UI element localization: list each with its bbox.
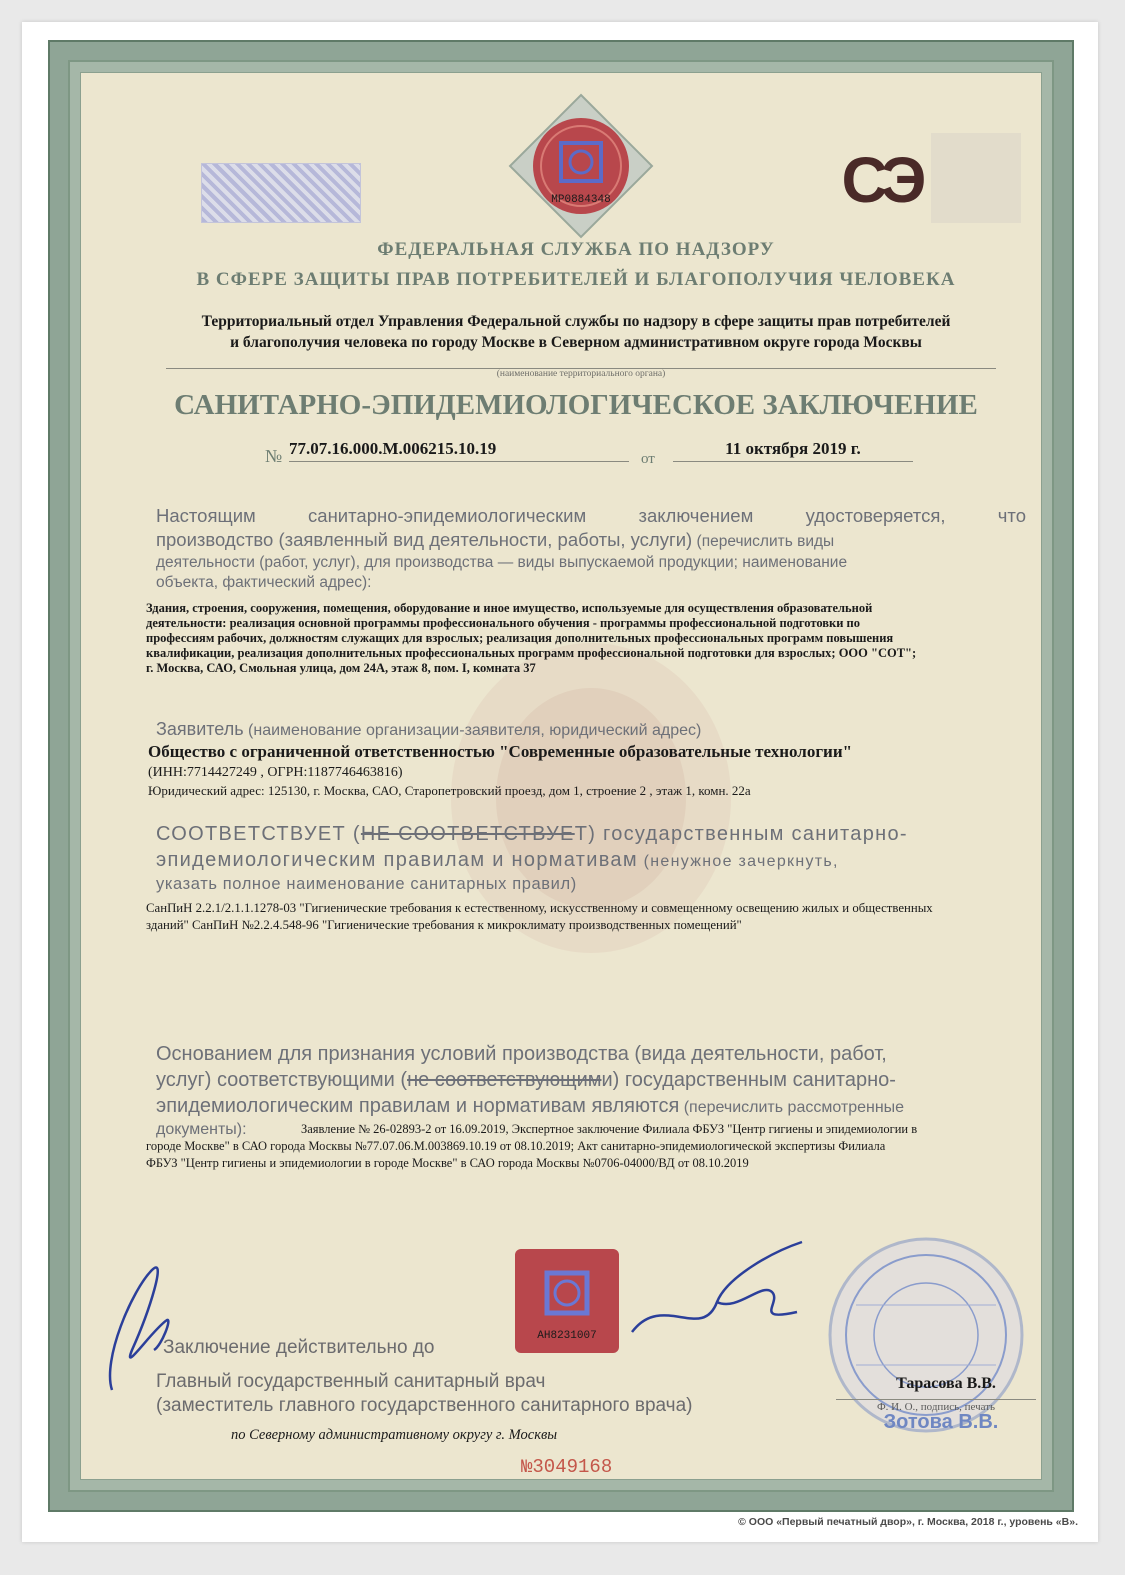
printer-credit: © ООО «Первый печатный двор», г. Москва, 2018 г., уровень «В».: [738, 1516, 1078, 1528]
signature-left: [92, 1250, 182, 1400]
territorial-caption: (наименование территориального органа): [496, 369, 666, 379]
certificate-number: 77.07.16.000.М.006215.10.19: [289, 439, 629, 462]
intro-line-3: деятельности (работ, услуг), для производства — виды выпускаемой продукции; наименование: [156, 554, 848, 571]
documents-line-2: городе Москве" в САО города Москвы №77.07.06.М.003869.10.19 от 08.10.2019; Акт санитарно-эпидемиологической экспертизы Филиала: [146, 1139, 886, 1153]
struck-text: не соответствующим: [407, 1069, 602, 1091]
hologram-top-code: МР0884348: [551, 194, 611, 206]
compliance-line-1: СООТВЕТСТВУЕТ (НЕ СООТВЕТСТВУЕТ) государственным санитарно-: [156, 823, 908, 845]
struck-text: НЕ СООТВЕТСТВУЕ: [360, 823, 575, 845]
serial-number: №3049168: [521, 1456, 613, 1478]
guilloche-frame: [48, 40, 1074, 1512]
hologram-seal-top-icon: [506, 91, 656, 241]
basis-line-2: услуг) соответствующими (не соответствующими) государственным санитарно-: [156, 1069, 896, 1091]
doctor-title-line-1: Главный государственный санитарный врач: [156, 1371, 546, 1392]
valid-until-label: Заключение действительно до: [163, 1337, 435, 1358]
production-line: Здания, строения, сооружения, помещения, оборудование и иное имущество, используемые для осуществления образовательной: [146, 601, 873, 615]
compliance-word: СООТВЕТСТВУЕТ: [156, 823, 347, 845]
documents-line-1: Заявление № 26-02893-2 от 16.09.2019, Экспертное заключение Филиала ФБУЗ "Центр гигиены и эпидемиологии в: [301, 1122, 918, 1136]
hologram-bottom-code: АН8231007: [537, 1330, 597, 1342]
security-pattern-right: [931, 133, 1021, 223]
certificate-paper: [80, 72, 1042, 1480]
production-line: деятельности: реализация основной программы профессионального обучения - программы профессиональной подготовки по: [146, 616, 860, 630]
brand-mark-logo: СЭ: [841, 144, 921, 216]
document-sheet: [22, 22, 1098, 1542]
applicant-address: Юридический адрес: 125130, г. Москва, САО, Старопетровский проезд, дом 1, строение 2 , этаж 1, комн. 22а: [148, 783, 751, 798]
rules-line-1: СанПиН 2.2.1/2.1.1.1278-03 "Гигиенические требования к естественному, искусственному и совмещенному освещению жилых и общественных: [146, 901, 933, 915]
basis-line-3: эпидемиологическим правилам и нормативам являются (перечислить рассмотренные: [156, 1095, 905, 1117]
date-label: от: [641, 451, 655, 467]
applicant-name: Общество с ограниченной ответственностью "Современные образовательные технологии": [148, 742, 853, 761]
district-line: по Северному административному округу г. Москвы: [231, 1427, 558, 1443]
intro-line-4: объекта, фактический адрес):: [156, 574, 372, 591]
production-line: квалификации, реализация дополнительных профессиональных программ профессиональной подготовки для взрослых; ООО "СОТ";: [146, 646, 917, 660]
production-line: г. Москва, САО, Смольная улица, дом 24А, этаж 8, пом. I, комната 37: [146, 661, 536, 675]
production-description: [146, 601, 1046, 676]
basis-line-4: документы):: [156, 1121, 247, 1138]
agency-heading-1: ФЕДЕРАЛЬНАЯ СЛУЖБА ПО НАДЗОРУ: [377, 239, 775, 260]
production-line: профессиям рабочих, должностям служащих для взрослых; реализация дополнительных профессиональных программ повышения: [146, 631, 894, 645]
compliance-line-3: указать полное наименование санитарных правил): [156, 875, 577, 893]
stamp-name: Зотова В.В.: [883, 1411, 999, 1433]
applicant-heading: Заявитель (наименование организации-заявителя, юридический адрес): [156, 719, 702, 739]
agency-heading-2: В СФЕРЕ ЗАЩИТЫ ПРАВ ПОТРЕБИТЕЛЕЙ И БЛАГОПОЛУЧИЯ ЧЕЛОВЕКА: [196, 269, 956, 290]
signer-caption: Ф. И. О., подпись, печать: [836, 1399, 1036, 1413]
territorial-line-2: и благополучия человека по городу Москве в Северном административном округе города Москвы: [230, 334, 922, 351]
territorial-line-1: Территориальный отдел Управления Федеральной службы по надзору в сфере защиты прав потребителей: [201, 313, 951, 330]
applicant-ids: (ИНН:7714427249 , ОГРН:1187746463816): [148, 765, 403, 780]
doctor-title-line-2: (заместитель главного государственного санитарного врача): [156, 1395, 693, 1416]
intro-line-1: Настоящим санитарно-эпидемиологическим заключением удостоверяется, что: [156, 505, 1026, 526]
security-pattern: [201, 163, 361, 223]
rules-line-2: зданий" СанПиН №2.2.4.548-96 "Гигиенические требования к микроклимату производственных помещений": [146, 918, 742, 932]
document-title: САНИТАРНО-ЭПИДЕМИОЛОГИЧЕСКОЕ ЗАКЛЮЧЕНИЕ: [174, 389, 978, 421]
basis-line-1: Основанием для признания условий производства (вида деятельности, работ,: [156, 1043, 887, 1065]
number-label: №: [265, 446, 283, 466]
inner-frame: [68, 60, 1054, 1492]
intro-line-2: производство (заявленный вид деятельности, работы, услуги) (перечислить виды: [156, 529, 835, 550]
signature-right: [622, 1222, 822, 1352]
documents-line-3: ФБУЗ "Центр гигиены и эпидемиологии в городе Москве" в САО города Москвы №0706-04000/ВД от 08.10.2019: [146, 1156, 749, 1170]
compliance-line-2: эпидемиологическим правилам и нормативам (ненужное зачеркнуть,: [156, 849, 839, 871]
signer-name: Тарасова В.В.: [896, 1375, 996, 1392]
certificate-date: 11 октября 2019 г.: [673, 439, 913, 462]
